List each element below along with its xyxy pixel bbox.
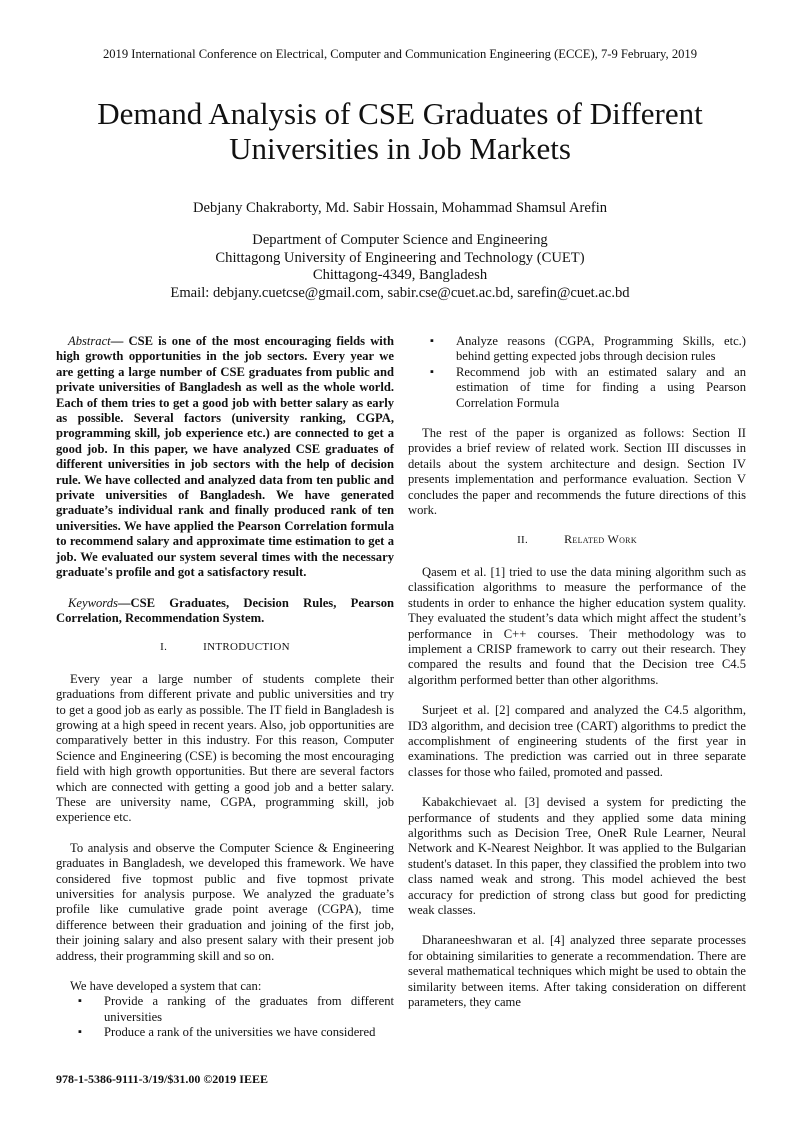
organization-paragraph: The rest of the paper is organized as follows: Section II provides a brief review of related work. Section III discusses in details about the system architecture and design. Section IV presents implementation and performance evaluation. Section V concludes the paper and recommends the future directions of this work. [408, 426, 746, 518]
address: Chittagong-4349, Bangladesh [312, 267, 488, 283]
abstract-text: — CSE is one of the most encouraging fields with high growth opportunities in the job sectors. Every year we are getting a large number of CSE graduates from public and private universities of Bangladesh as well as the whole world. Each of them tries to get a good job with better salary as early as possible. Several factors (university ranking, CGPA, programming skill, job experience etc.) are connected to get a good job. In this paper, we have analyzed CSE graduates of different universities in job sectors with the help of decision rule. We have collected and analyzed data from ten public and private universities of Bangladesh. We have generated graduate’s individual rank and finally produced rank of ten universities. We have applied the Pearson Correlation formula to recommend salary and approximate time estimation to get a job. We evaluated our system several times with the necessary graduate's profile and got a satisfactory result. [56, 334, 394, 580]
right-column [408, 334, 746, 1010]
abstract-label: Abstract [68, 334, 111, 348]
list-item: ▪ Provide a ranking of the graduates from different universities [56, 994, 394, 1025]
section-number: I. [160, 641, 168, 654]
intro-paragraph-1: Every year a large number of students complete their graduations from different private and public universities and try to get a good job as early as possible. The IT field in Bangladesh is growing at a high speed in recent years. Also, job opportunities are comparatively better in this industry. For this reason, Computer Science and Engineering (CSE) is becoming the most encouraging field with high growth opportunities. But there are several factors which are connected with getting a good job and a better salary. These are university name, CGPA, programming skill, job experience etc. [56, 671, 394, 825]
emails: Email: debjany.cuetcse@gmail.com, sabir.cse@cuet.ac.bd, sarefin@cuet.ac.bd [170, 284, 630, 301]
section-title: Related Work [564, 532, 637, 547]
authors: Debjany Chakraborty, Md. Sabir Hossain, Mohammad Shamsul Arefin [192, 200, 608, 216]
related-work-paragraph-3: Kabakchievaet al. [3] devised a system for predicting the performance of students and they applied some data mining algorithms such as Decision Tree, OneR Rule Learner, Neural Network and K-Nearest Neighbor. It was applied to the Bulgarian student's dataset. In this paper, they classified the problem into two class named weak and strong. This model achieved the best accuracy for prediction of strong class but good for predicting weak classes. [408, 795, 746, 917]
section-title: INTRODUCTION [203, 641, 290, 654]
left-column [56, 334, 394, 1041]
title-line-1: Demand Analysis of CSE Graduates of Different [97, 96, 703, 131]
list-item: ▪ Analyze reasons (CGPA, Programming Skills, etc.) behind getting expected jobs through decision rules [408, 334, 746, 365]
related-work-paragraph-1: Qasem et al. [1] tried to use the data mining algorithm such as classification algorithms to measure the performance of the students in order to enhance the higher education system quality. They evaluated the student’s data which might affect the student’s performance in C++ courses. Their methodology was to implement a CRISP framework to carry out their research. They compared the results and found that the Decision tree C4.5 algorithm performed better than other algorithms. [408, 564, 746, 687]
list-item: ▪ Produce a rank of the universities we have considered [56, 1025, 394, 1040]
conference-header: 2019 International Conference on Electrical, Computer and Communication Engineering (ECCE), 7-9 February, 2019 [102, 47, 698, 61]
section-heading-related-work [408, 532, 746, 548]
related-work-paragraph-2: Surjeet et al. [2] compared and analyzed the C4.5 algorithm, ID3 algorithm, and decision tree (CART) algorithms to predict the accomplishment of engineering students of the first year in examinations. The prediction was carried out in three separate classes for those who failed, promoted and passed. [408, 703, 746, 779]
department: Department of Computer Science and Engineering [252, 232, 548, 248]
keywords-text: —CSE Graduates, Decision Rules, Pearson Correlation, Recommendation System. [56, 595, 394, 625]
affiliation [0, 232, 800, 302]
related-work-paragraph-4: Dharaneeshwaran et al. [4] analyzed three separate processes for obtaining similarities to generate a recommendation. There are several mathematical techniques which might be used to obtain the similarity between items. After taking consideration on different parameters, they came [408, 933, 746, 1010]
paper-title [60, 96, 740, 166]
keywords-label: Keywords [68, 595, 118, 610]
list-item: ▪ Recommend job with an estimated salary and an estimation of time for finding a using Pearson Correlation Formula [408, 365, 746, 411]
abstract [56, 334, 394, 581]
bullet-list-left [56, 994, 394, 1040]
section-heading-intro [56, 640, 394, 655]
keywords [56, 596, 394, 627]
university: Chittagong University of Engineering and Technology (CUET) [215, 249, 585, 266]
copyright-footer: 978-1-5386-9111-3/19/$31.00 ©2019 IEEE [56, 1072, 268, 1086]
intro-paragraph-3: We have developed a system that can: [70, 979, 262, 994]
title-line-2: Universities in Job Markets [229, 131, 571, 166]
section-number: II. [517, 534, 529, 547]
bullet-list-right [408, 334, 746, 411]
intro-paragraph-2: To analysis and observe the Computer Science & Engineering graduates in Bangladesh, we developed this framework. We have considered five topmost public and five topmost private universities for analysis purpose. We analyzed the graduate’s profile like cumulative grade point average (CGPA), time difference between their graduation and joining of the first job, their joining salary and also present salary with their present job address, their programming skill and so on. [56, 840, 394, 963]
